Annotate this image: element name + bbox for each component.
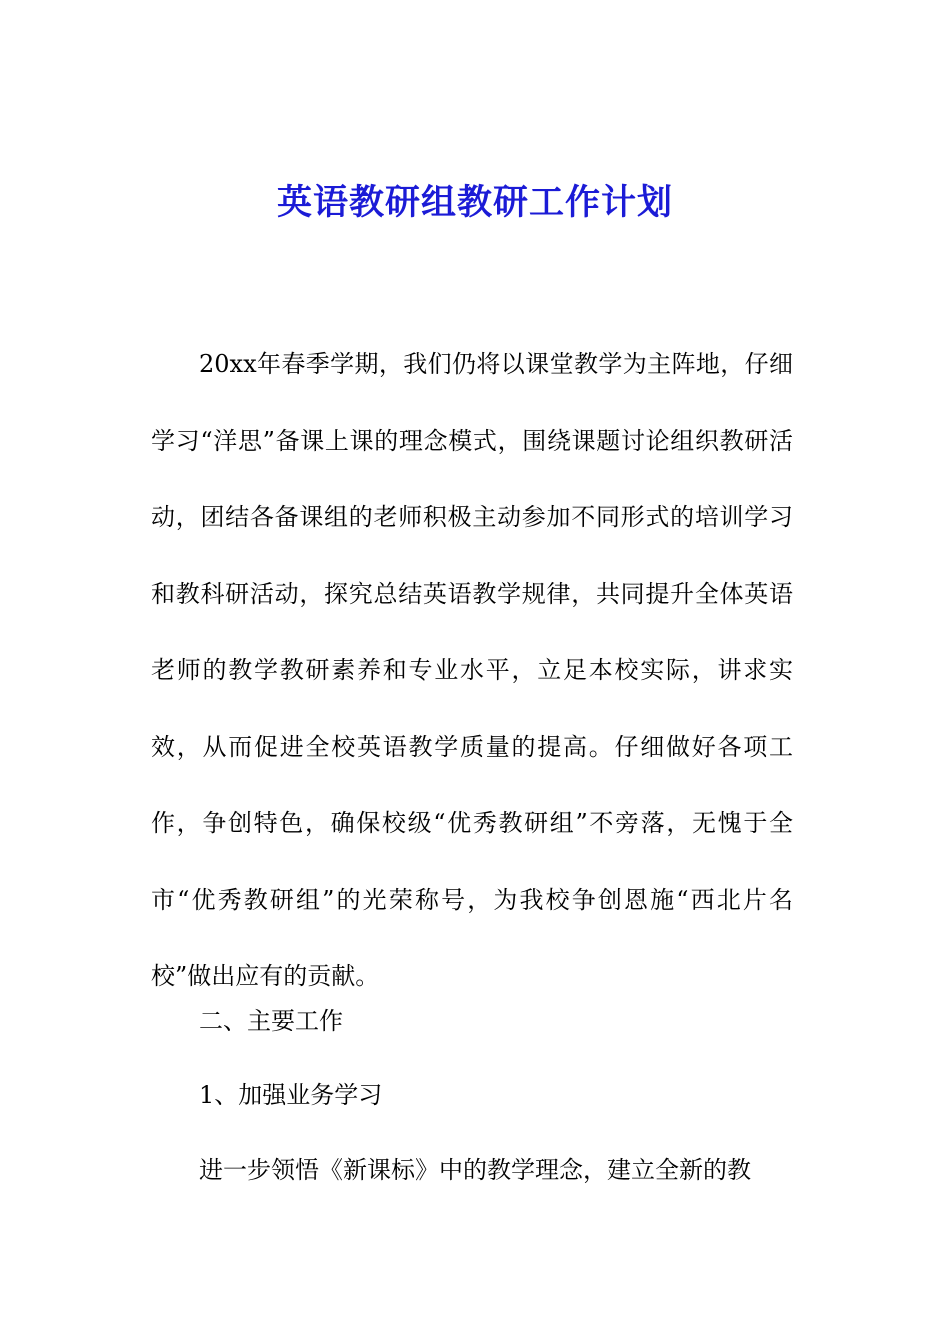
section-heading-main-work: 二、主要工作 bbox=[199, 1007, 343, 1035]
item-heading-business-study: 1、加强业务学习 bbox=[199, 1081, 383, 1109]
item-paragraph-start: 进一步领悟《新课标》中的教学理念，建立全新的教 bbox=[199, 1156, 751, 1184]
document-title: 英语教研组教研工作计划 bbox=[276, 182, 673, 223]
intro-paragraph: 20xx年春季学期，我们仍将以课堂教学为主阵地，仔细学习“洋思”备课上课的理念模式，围绕课题讨论组织教研活动，团结各备课组的老师积极主动参加不同形式的培训学习和教科研活动，探究总结英语教学规律，共同提升全体英语老师的教学教研素养和专业水平，立足本校实际，讲求实效，从而促进全校英语教学质量的提高。仔细做好各项工作，争创特色，确保校级“优秀教研组”不旁落，无愧于全市“优秀教研组”的光荣称号，为我校争创恩施“西北片名校”做出应有的贡献。 bbox=[151, 350, 793, 990]
